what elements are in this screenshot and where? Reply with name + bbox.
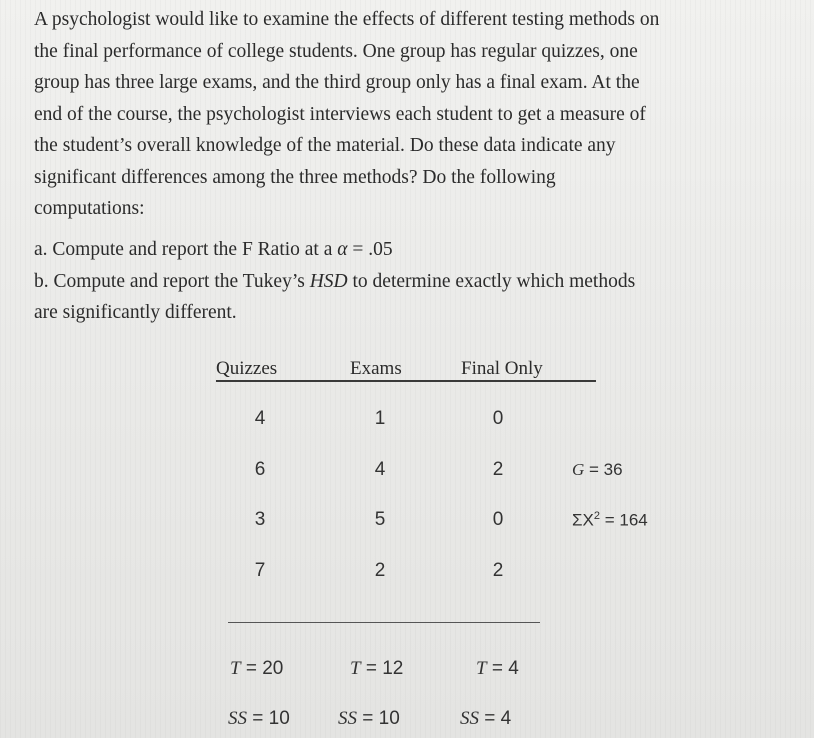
table-cell: 0 <box>492 509 504 530</box>
totals-divider <box>228 622 540 623</box>
problem-line-2: the final performance of college students. One group has regular quizzes, one <box>34 40 638 62</box>
sumx2-value: 164 <box>619 510 648 530</box>
ss-exams: SS = 10 <box>338 708 400 729</box>
total-exams: T = 12 <box>350 658 404 679</box>
g-label: G <box>572 460 585 479</box>
table-cell: 4 <box>374 459 386 480</box>
task-a <box>34 234 794 266</box>
table-cell: 7 <box>254 560 266 581</box>
problem-line-1: A psychologist would like to examine the effects of different testing methods on <box>34 9 660 30</box>
task-list <box>34 234 794 329</box>
ss-quizzes: SS = 10 <box>228 708 290 729</box>
g-value: 36 <box>603 460 623 479</box>
table-cell: 5 <box>374 509 386 530</box>
problem-line-7: computations: <box>34 198 145 219</box>
t-label: T <box>230 658 241 679</box>
sumx2-label: ΣX <box>572 510 594 530</box>
task-b-suffix: to determine exactly which methods <box>347 270 636 292</box>
ss-label: SS <box>338 708 357 729</box>
t-label: T <box>476 658 487 679</box>
problem-statement <box>34 4 794 225</box>
header-quizzes: Quizzes <box>216 358 278 379</box>
grand-total: G = 36 <box>572 460 623 479</box>
problem-line-6: significant differences among the three methods? Do the following <box>34 166 556 188</box>
table-cell: 2 <box>492 459 504 480</box>
header-exams: Exams <box>350 358 402 379</box>
table-cell: 1 <box>374 408 386 429</box>
sum-x-squared: $\Sigma X^2 = 164$ <box>572 510 648 530</box>
table-cell: 0 <box>492 408 504 429</box>
t-label: T <box>350 658 361 679</box>
ss-value: 10 <box>378 708 400 729</box>
total-final-only: T = 4 <box>476 658 519 679</box>
total-quizzes: T = 20 <box>230 658 284 679</box>
problem-line-3: group has three large exams, and the third group only has a final exam. At the <box>34 72 640 93</box>
t-value: 20 <box>262 658 284 679</box>
ss-final-only: SS = 4 <box>460 708 512 729</box>
problem-line-5: the student’s overall knowledge of the material. Do these data indicate any <box>34 135 616 156</box>
ss-label: SS <box>228 708 247 729</box>
table-cell: 2 <box>374 560 386 581</box>
task-b <box>34 266 794 298</box>
sumx2-exponent: 2 <box>593 510 600 522</box>
ss-value: 4 <box>500 708 512 729</box>
ss-label: SS <box>460 708 479 729</box>
problem-line-4: end of the course, the psychologist interviews each student to get a measure of <box>34 103 646 125</box>
table-cell: 2 <box>492 560 504 581</box>
header-underline <box>216 380 596 382</box>
task-a-suffix: = .05 <box>347 239 393 260</box>
table-cell: 4 <box>254 408 266 429</box>
task-a-prefix: a. Compute and report the F Ratio at a <box>34 239 338 260</box>
alpha-symbol: α <box>337 239 348 260</box>
table-cell: 6 <box>254 459 266 480</box>
task-b-prefix: b. Compute and report the Tukey’s <box>34 270 310 292</box>
header-final-only: Final Only <box>461 358 543 379</box>
t-value: 12 <box>382 658 404 679</box>
task-b-continued: are significantly different. <box>34 302 237 323</box>
table-cell: 3 <box>254 509 266 530</box>
hsd-label: HSD <box>309 270 348 292</box>
ss-value: 10 <box>268 708 290 729</box>
t-value: 4 <box>508 658 519 679</box>
